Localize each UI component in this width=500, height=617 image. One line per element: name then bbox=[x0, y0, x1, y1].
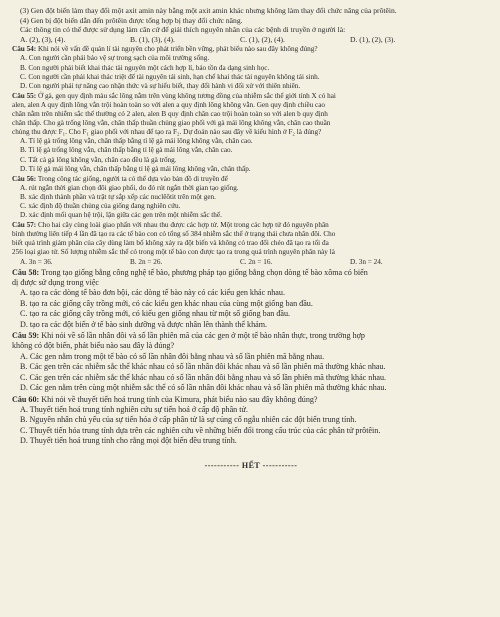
question-text-line: Cho hai cây cùng loài giao phấn với nhau thu được các hợp tử. Một trong các hợp tử đó nguyên phân bbox=[37, 221, 329, 230]
option-c: C. Thuyết tiến hóa trung tính dựa trên các nghiên cứu về những biến đổi trong cấu trúc của các phân tử prôtêin. bbox=[20, 425, 381, 435]
question-text-line: Khi nói về số lần nhân đôi và số lần phiên mã của các gen ở một tế bào nhân thực, trong trường hợp bbox=[41, 331, 365, 341]
question-text-line: chân nằm trên nhiễm sắc thể thường có 2 alen, alen B quy định chân cao trội hoàn toàn so với alen b quy định bbox=[12, 110, 328, 119]
question-text-line: biết quá trình giảm phân của cây dùng làm bố không xảy ra đột biến và không có trao đổi chéo đã tạo ra tối đa bbox=[12, 239, 329, 248]
option-b: B. 2n = 26. bbox=[130, 257, 163, 266]
question-number: Câu 57: bbox=[12, 221, 37, 230]
question-number: Câu 59: bbox=[12, 331, 40, 341]
question-text-line: dị được sử dụng trong việc bbox=[12, 278, 100, 288]
question-text: Trong công tác giống, người ta có thể dựa vào bản đồ di truyền để bbox=[37, 174, 228, 183]
option-a: A. tạo ra các dòng tế bào đơn bội, các dòng tế bào này có các kiểu gen khác nhau. bbox=[20, 288, 285, 298]
option-c: C. Con người cần phải khai thác triệt để tài nguyên tái sinh, hạn chế khai thác tài nguyên không tái sinh. bbox=[20, 72, 320, 81]
question-text-line: chủng thu được F₁. Cho F₁ giao phối với nhau để tạo ra F₂. Dự đoán nào sau đây về kiểu hình ở F₂ là đúng? bbox=[12, 128, 322, 137]
option-a: A. rút ngắn thời gian chọn đôi giao phối, do đó rút ngắn thời gian tạo giống. bbox=[20, 183, 239, 192]
question-text-line: 256 loại giao tử. Số lượng nhiễm sắc thể có trong một tế bào con được tạo ra trong quá trình nguyên phân này là bbox=[12, 248, 335, 257]
question-58 bbox=[12, 268, 490, 330]
option-b: B. (1), (3), (4). bbox=[130, 34, 175, 44]
option-d: D. Thuyết tiến hoá trung tính cho rằng mọi đột biến đều trung tính. bbox=[20, 436, 237, 446]
question-54 bbox=[12, 45, 490, 90]
statement-4: (4) Gen bị đột biến dẫn đến prôtêin được tổng hợp bị thay đổi chức năng. bbox=[20, 15, 243, 25]
question-text-line: bình thường liên tiếp 4 lần đã tạo ra các tế bào con có tổng số 384 nhiễm sắc thể ở trạng thái chưa nhân đôi. Cho bbox=[12, 230, 336, 239]
question-56 bbox=[12, 175, 490, 220]
answer-row bbox=[12, 35, 490, 45]
option-a: A. 3n = 36. bbox=[20, 257, 53, 266]
option-d: D. Các gen nằm trên cùng một nhiễm sắc thể có số lần nhân đôi khác nhau và số lần phiên mã thường khác nhau. bbox=[20, 383, 387, 393]
option-a: A. Thuyết tiến hoá trung tính nghiên cứu sự tiến hoá ở cấp độ phân tử. bbox=[20, 404, 248, 414]
question-60 bbox=[12, 395, 490, 447]
option-c: C. (1), (2), (4). bbox=[240, 34, 285, 44]
option-b: B. xác định thành phần và trật tự sắp xếp các nuclêôtit trên một gen. bbox=[20, 192, 216, 201]
option-c: C. xác định độ thuần chủng của giống đang nghiên cứu. bbox=[20, 201, 181, 210]
question-text-line: alen, alen A quy định lông vằn trội hoàn toàn so với alen a quy định lông không vằn. Gen quy định chiều cao bbox=[12, 100, 326, 109]
question-57 bbox=[12, 221, 490, 266]
question-number: Câu 56: bbox=[12, 174, 37, 183]
option-c: C. Các gen trên các nhiễm sắc thể khác nhau có số lần nhân đôi bằng nhau và số lần phiên mã thường khác nhau. bbox=[20, 372, 387, 382]
option-b: B. Con người phải biết khai thác tài nguyên một cách hợp lí, bảo tồn đa dạng sinh học. bbox=[20, 63, 270, 72]
question-number: Câu 55: bbox=[12, 91, 37, 100]
question-block-top bbox=[12, 6, 490, 44]
option-b: B. tạo ra các giống cây trồng mới, có các kiểu gen khác nhau của cùng một giống ban đầu. bbox=[20, 298, 313, 308]
option-d: D. 3n = 24. bbox=[350, 257, 383, 266]
question-text: Khi nói về thuyết tiến hoá trung tính của Kimura, phát biểu nào sau đây không đúng? bbox=[41, 394, 318, 404]
option-d: D. (1), (2), (3). bbox=[350, 34, 396, 44]
question-text-line: Trong tạo giống bằng công nghệ tế bào, phương pháp tạo giống bằng chọn dòng tế bào xôma có biến bbox=[41, 267, 368, 277]
option-c: C. Tất cả gà lông không vằn, chân cao đều là gà trống. bbox=[20, 155, 177, 164]
question-55 bbox=[12, 92, 490, 174]
option-b: B. Nguyên nhân chủ yếu của sự tiến hóa ở cấp phân tử là sự củng cố ngẫu nhiên các đột biến trung tính. bbox=[20, 415, 357, 425]
question-stem: Các thông tin có thể được sử dụng làm căn cứ để giải thích nguyên nhân của các bệnh di truyền ở người là: bbox=[20, 25, 346, 35]
option-b: B. Tỉ lệ gà trống lông vằn, chân thấp bằng tỉ lệ gà mái lông vằn, chân cao. bbox=[20, 146, 233, 155]
option-a: A. Tỉ lệ gà trống lông vằn, chân thấp bằng tỉ lệ gà mái lông không vằn, chân cao. bbox=[20, 137, 253, 146]
option-d: D. xác định mối quan hệ trội, lặn giữa các gen trên một nhiễm sắc thể. bbox=[20, 211, 222, 220]
statement-3: (3) Gen đột biến làm thay đổi một axit amin này bằng một axit amin khác nhưng không làm thay đổi chức năng của prôtêin. bbox=[20, 6, 397, 15]
question-text-line: Ở gà, gen quy định màu sắc lông nằm trên vùng không tương đồng của nhiễm sắc thể giới tính X có hai bbox=[37, 91, 336, 100]
option-d: D. Tỉ lệ gà mái lông vằn, chân thấp bằng tỉ lệ gà mái lông không vằn, chân thấp. bbox=[20, 164, 251, 173]
option-a: A. Các gen nằm trong một tế bào có số lần nhân đôi bằng nhau và số lần phiên mã bằng nhau. bbox=[20, 351, 325, 361]
question-text-line: chân thấp. Cho gà trống lông vằn, chân thấp thuần chủng giao phối với gà mái lông không vằn, chân cao thuần bbox=[12, 119, 331, 128]
option-a: A. (2), (3), (4). bbox=[20, 34, 66, 44]
option-a: A. Con người cần phải bảo vệ sự trong sạch của môi trường sống. bbox=[20, 54, 210, 63]
option-c: C. tạo ra các giống cây trồng mới, có kiểu gen giống nhau từ một số giống ban đầu. bbox=[20, 309, 291, 319]
question-text: Khi nói về vấn đề quản lí tài nguyên cho phát triển bền vững, phát biểu nào sau đây không đúng? bbox=[37, 45, 318, 54]
question-number: Câu 58: bbox=[12, 267, 40, 277]
option-c: C. 2n = 16. bbox=[240, 257, 273, 266]
question-text-line: không có đột biến, phát biểu nào sau đây là đúng? bbox=[12, 341, 175, 351]
option-d: D. Con người phải tự nâng cao nhận thức và sự hiểu biết, thay đổi hành vi đối xử với thiên nhiên. bbox=[20, 81, 301, 90]
option-b: B. Các gen trên các nhiễm sắc thể khác nhau có số lần nhân đôi khác nhau và số lần phiên mã thường khác nhau. bbox=[20, 362, 386, 372]
option-d: D. tạo ra các đột biến ở tế bào sinh dưỡng và được nhân lên thành thể khảm. bbox=[20, 319, 268, 329]
question-number: Câu 54: bbox=[12, 45, 37, 54]
end-marker: ----------- HẾT ----------- bbox=[204, 460, 298, 470]
question-number: Câu 60: bbox=[12, 394, 40, 404]
question-59 bbox=[12, 331, 490, 393]
answer-row bbox=[12, 258, 490, 267]
